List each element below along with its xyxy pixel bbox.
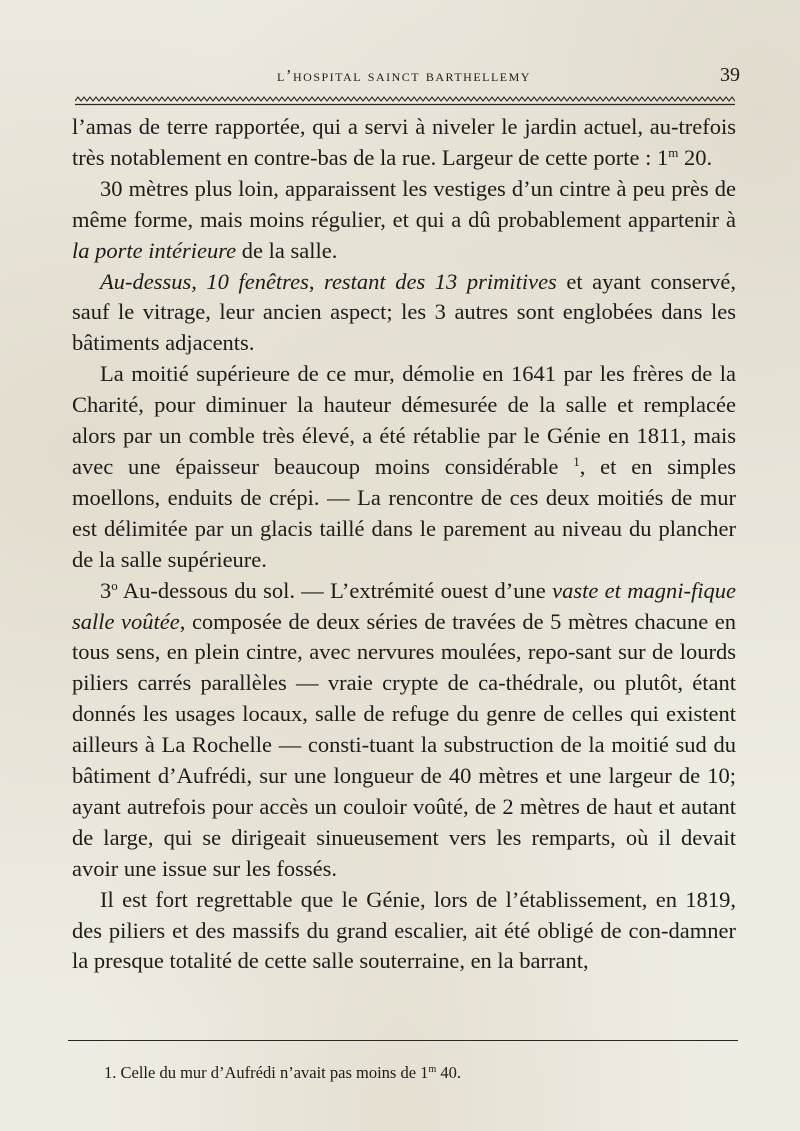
paragraph-5-text: Au-dessous du sol. — L’extrémité ouest d’une: [117, 577, 553, 603]
paragraph-6-text: Il est fort regrettable que le Génie, lors de l’établissement, en 1819, des piliers et des massifs du grand escalier, ait été obligé de con-damner la presque totalité de cette salle souterraine, en la barrant,: [72, 886, 736, 974]
paragraph-5-end: , composée de deux séries de travées de 5 mètres chacune en tous sens, en plein cintre, avec nervures moulées, repo-sant sur de lourds piliers carrés parallèles — vraie crypte de ca-thédrale, ou plutôt, étant donnés les usages locaux, salle de refuge du genre de celles qui existent ailleurs à La Rochelle — consti-tuant la substruction de la moitié sud du bâtiment d’Aufrédi, sur une longueur de 40 mètres et une largeur de 10; ayant autrefois pour accès un couloir voûté, de 2 mètres de haut et autant de large, qui se dirigeait sinueusement vers les remparts, où il devait avoir une issue sur les fossés.: [72, 608, 736, 881]
paragraph-2-italic: la porte intérieure: [72, 237, 237, 263]
footnote: [104, 1063, 744, 1083]
paragraph-4-end: , et en simples moellons, enduits de crépi. — La rencontre de ces deux moitiés de mur est délimitée par un glacis taillé dans le parement au niveau du plancher de la salle supérieure.: [72, 453, 736, 572]
footnote-divider: [68, 1040, 738, 1041]
paragraph-2-text: 30 mètres plus loin, apparaissent les vestiges d’un cintre à peu près de même forme, mais moins régulier, et qui a dû probablement appartenir à: [72, 175, 736, 232]
paragraph-1-text: l’amas de terre rapportée, qui a servi à niveler le jardin actuel, au-trefois très notablement en contre-bas de la rue. Largeur de cette porte : 1: [72, 114, 736, 170]
paragraph-4-text: La moitié supérieure de ce mur, démolie en 1641 par les frères de la Charité, pour diminuer la hauteur démesurée de la salle et remplacée alors par un comble très élevé, a été rétablie par le Génie en 1811, mais avec une épaisseur beaucoup moins considérable: [72, 361, 736, 479]
footnote-text: Celle du mur d’Aufrédi n’avait pas moins de 1: [116, 1063, 429, 1082]
footnote-unit-superscript: m: [428, 1064, 437, 1075]
paragraph-6: [72, 885, 736, 978]
paragraph-3-italic: Au-dessus, 10 fenêtres, restant des 13 primitives: [100, 268, 557, 294]
paragraph-1-end: 20.: [678, 144, 713, 170]
footnote-reference: 1: [573, 453, 580, 469]
page-header: [68, 66, 740, 90]
paragraph-5-italic: vaste et magni-fique salle voûtée: [72, 577, 736, 634]
paragraph-1: [72, 112, 736, 174]
paragraph-2: [72, 174, 736, 267]
header-ornament-rule: [75, 96, 735, 106]
paragraph-3-text: et ayant conservé, sauf le vitrage, leur ancien aspect; les 3 autres sont englobées dans les bâtiments adjacents.: [72, 268, 736, 356]
page-number: 39: [720, 64, 740, 86]
body-text: [72, 112, 736, 977]
paragraph-4: [72, 359, 736, 575]
section-number-superscript: o: [111, 577, 118, 593]
section-number: 3: [100, 577, 112, 603]
running-title: l’hospital sainct barthellemy: [277, 66, 531, 85]
footnote-number: 1.: [104, 1063, 117, 1082]
unit-superscript: m: [668, 144, 679, 160]
paragraph-5: [72, 576, 736, 885]
footnote-end: 40.: [436, 1063, 461, 1082]
paragraph-3: [72, 267, 736, 360]
paragraph-2-end: de la salle.: [236, 237, 338, 263]
